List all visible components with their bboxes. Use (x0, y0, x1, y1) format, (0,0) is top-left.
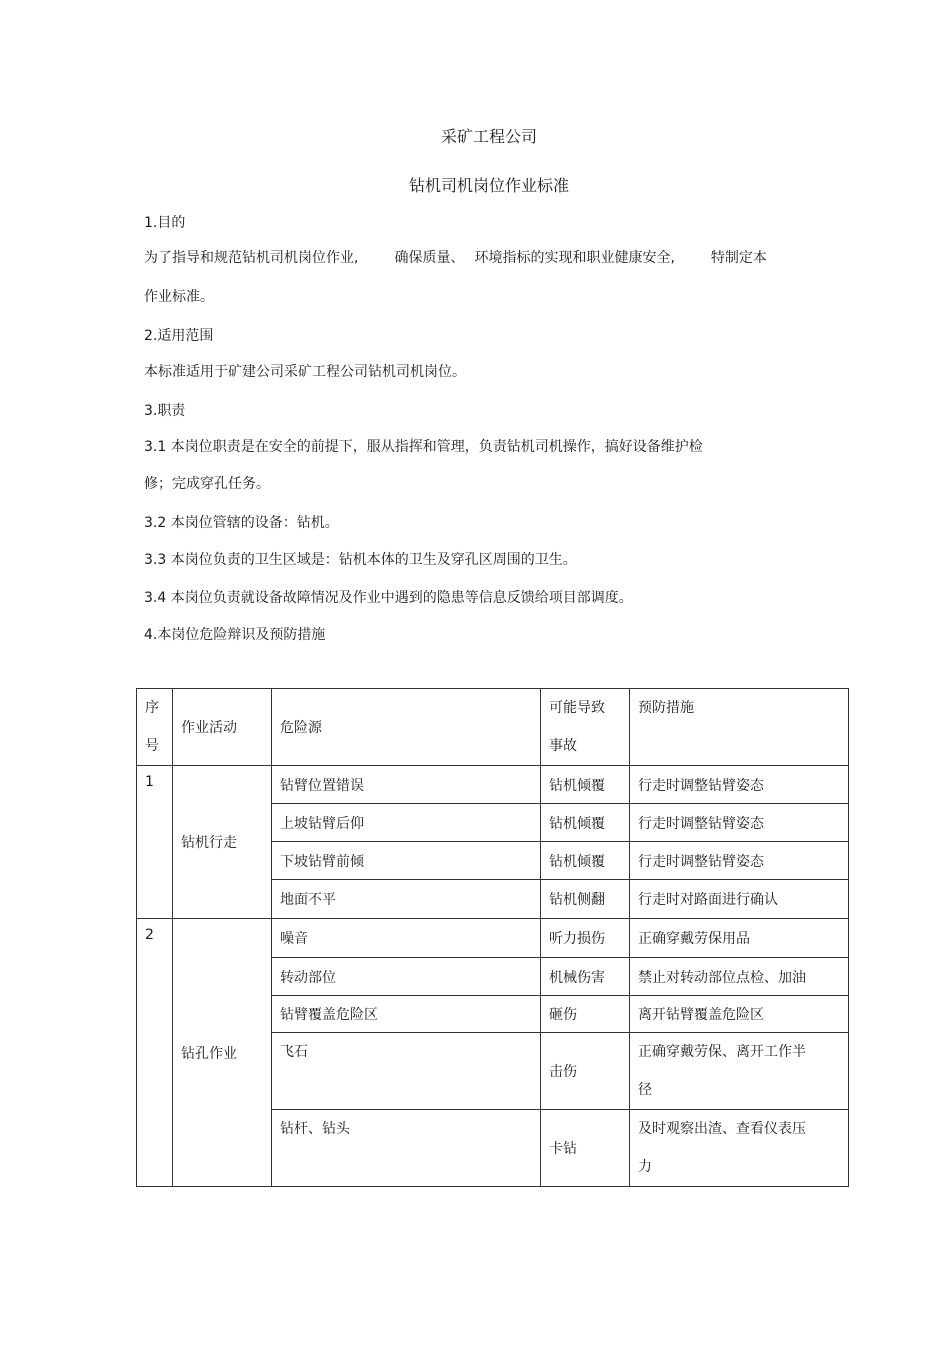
group-no: 2 (137, 919, 173, 1187)
measure-cell (630, 1033, 849, 1110)
hazard-cell: 地面不平 (272, 880, 541, 919)
hazard-cell: 钻臂覆盖危险区 (272, 996, 541, 1033)
duty-3-1-line1: 3.1 本岗位职责是在安全的前提下，服从指挥和管理，负责钻机司机操作，搞好设备维护检 (144, 439, 703, 455)
measure-line2: 径 (638, 1082, 652, 1098)
hazard-cell: 噪音 (272, 919, 541, 958)
header-activity: 作业活动 (173, 689, 272, 766)
hazard-cell: 钻杆、钻头 (272, 1110, 541, 1187)
header-accident-line1: 可能导致 (549, 700, 605, 716)
accident-cell: 机械伤害 (541, 958, 630, 996)
purpose-text-a: 为了指导和规范钻机司机岗位作业, (144, 250, 359, 266)
hazard-cell: 钻臂位置错误 (272, 766, 541, 804)
duty-3-1-line2: 修；完成穿孔任务。 (144, 476, 270, 492)
document-title: 钻机司机岗位作业标准 (408, 176, 569, 195)
duty-3-4: 3.4 本岗位负责就设备故障情况及作业中遇到的隐患等信息反馈给项目部调度。 (144, 590, 633, 606)
accident-cell: 听力损伤 (541, 919, 630, 958)
measure-cell: 行走时调整钻臂姿态 (630, 842, 849, 880)
accident-cell: 钻机倾覆 (541, 766, 630, 804)
purpose-heading: 1.目的 (144, 215, 186, 231)
accident-cell: 钻机侧翻 (541, 880, 630, 919)
measure-line1: 及时观察出渣、查看仪表压 (638, 1121, 806, 1137)
header-accident (541, 689, 630, 766)
measure-line2: 力 (638, 1159, 652, 1175)
measure-cell: 行走时调整钻臂姿态 (630, 804, 849, 842)
accident-cell: 钻机倾覆 (541, 842, 630, 880)
group-activity: 钻孔作业 (173, 919, 272, 1187)
scope-text: 本标准适用于矿建公司采矿工程公司钻机司机岗位。 (144, 364, 466, 380)
measure-cell: 行走时对路面进行确认 (630, 880, 849, 919)
hazard-cell: 上坡钻臂后仰 (272, 804, 541, 842)
header-no-line1: 序 (145, 700, 159, 716)
duty-3-2: 3.2 本岗位管辖的设备：钻机。 (144, 515, 339, 531)
measure-cell: 禁止对转动部位点检、加油 (630, 958, 849, 996)
purpose-text-b: 确保质量、 (394, 250, 465, 266)
duty-3-3: 3.3 本岗位负责的卫生区域是：钻机本体的卫生及穿孔区周围的卫生。 (144, 552, 577, 568)
group-activity: 钻机行走 (173, 766, 272, 919)
accident-cell: 卡钻 (541, 1110, 630, 1187)
header-no-line2: 号 (145, 738, 159, 754)
accident-cell: 钻机倾覆 (541, 804, 630, 842)
table-header-row (137, 689, 849, 766)
header-hazard: 危险源 (272, 689, 541, 766)
hazard-cell: 转动部位 (272, 958, 541, 996)
purpose-paragraph-line1 (144, 247, 767, 267)
measure-cell: 行走时调整钻臂姿态 (630, 766, 849, 804)
measure-cell (630, 1110, 849, 1187)
risk-heading: 4.本岗位危险辩识及预防措施 (144, 627, 326, 643)
company-title: 采矿工程公司 (440, 127, 537, 146)
header-measure: 预防措施 (630, 689, 849, 766)
scope-heading: 2.适用范围 (144, 328, 214, 344)
accident-cell: 击伤 (541, 1033, 630, 1110)
purpose-text-d: 特制定本 (710, 250, 767, 266)
duty-heading: 3.职责 (144, 403, 186, 419)
group-no: 1 (137, 766, 173, 919)
measure-cell: 正确穿戴劳保用品 (630, 919, 849, 958)
risk-table (136, 688, 849, 1187)
table-row (137, 919, 849, 958)
purpose-text-e: 作业标准。 (144, 289, 214, 305)
header-accident-line2: 事故 (549, 738, 577, 754)
purpose-text-c: 环境指标的实现和职业健康安全, (474, 250, 675, 266)
hazard-cell: 下坡钻臂前倾 (272, 842, 541, 880)
measure-cell: 离开钻臂覆盖危险区 (630, 996, 849, 1033)
accident-cell: 砸伤 (541, 996, 630, 1033)
table-row (137, 766, 849, 804)
measure-line1: 正确穿戴劳保、离开工作半 (638, 1044, 806, 1060)
hazard-cell: 飞石 (272, 1033, 541, 1110)
header-no (137, 689, 173, 766)
